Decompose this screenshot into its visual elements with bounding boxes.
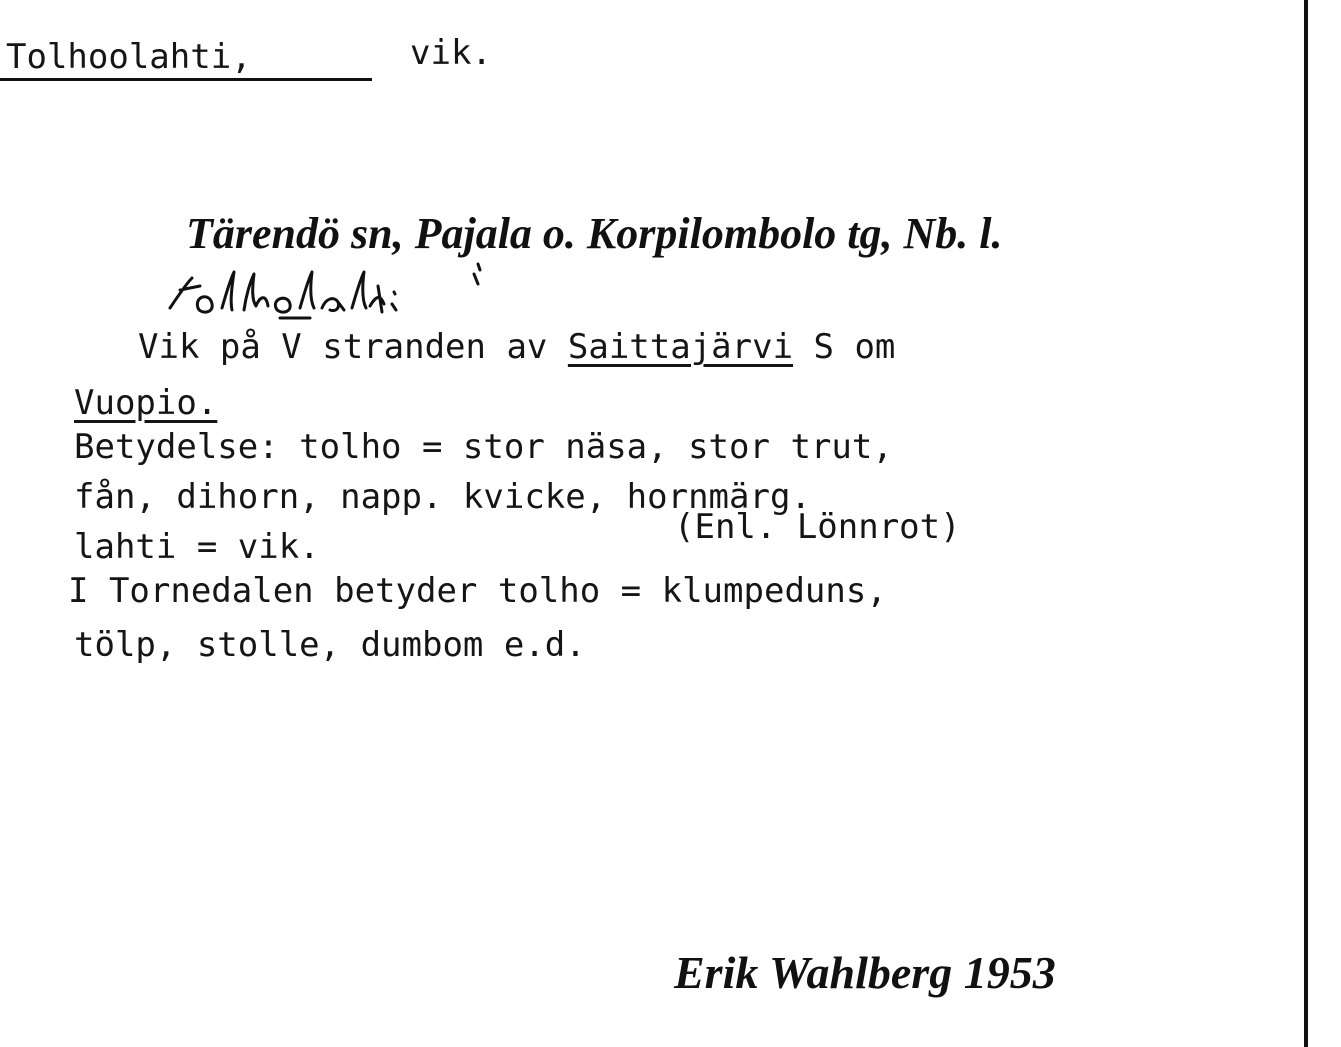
tornedalen-line-2: tölp, stolle, dumbom e.d. bbox=[74, 625, 586, 665]
lake-name-saittajarvi: Saittajärvi bbox=[567, 327, 794, 367]
tornedalen-line-1: I Tornedalen betyder tolho = klumpeduns, bbox=[68, 571, 887, 611]
meaning-line-3: lahti = vik. bbox=[74, 527, 320, 567]
signature: Erik Wahlberg 1953 bbox=[674, 947, 1056, 998]
meaning-line-2: fån, dihorn, napp. kvicke, hornmärg. bbox=[74, 477, 811, 517]
meaning-line-1: Betydelse: tolho = stor näsa, stor trut, bbox=[74, 427, 893, 467]
location-stamp: Tärendö sn, Pajala o. Korpilombolo tg, Nb. l. bbox=[186, 209, 1003, 258]
heading-underline bbox=[0, 78, 372, 81]
description-line-1-text: Vik på V stranden av bbox=[138, 327, 568, 367]
meaning-source: (Enl. Lönnrot) bbox=[674, 507, 961, 547]
heading-type: vik. bbox=[410, 33, 492, 73]
handwritten-annotation bbox=[160, 256, 530, 326]
description-line-1 bbox=[138, 327, 896, 367]
card-edge-line bbox=[1304, 0, 1308, 1047]
place-name-vuopio: Vuopio. bbox=[74, 383, 218, 423]
description-line-1-end: S om bbox=[793, 327, 896, 367]
heading-name: Tolhoolahti, bbox=[6, 37, 252, 77]
